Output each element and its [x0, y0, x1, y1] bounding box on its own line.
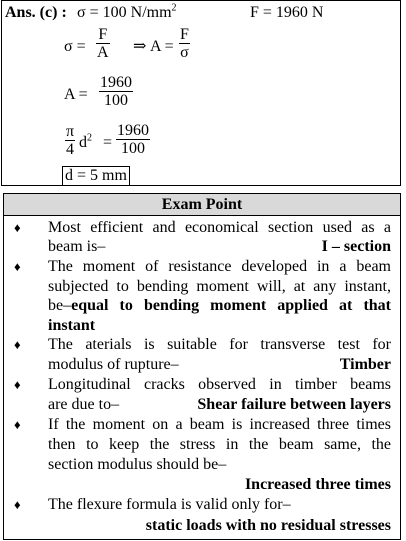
eq3-pi-over-4: π 4	[66, 123, 75, 158]
eq2-fraction: 1960 100	[100, 74, 132, 109]
eq3-equals: =	[103, 134, 113, 151]
bullet-icon: ♦	[14, 220, 21, 235]
item-5-line-3: section modulus should be–	[48, 456, 227, 473]
bullet-icon: ♦	[14, 497, 21, 512]
bullet-icon: ♦	[14, 417, 21, 432]
given-force: F = 1960 N	[250, 4, 324, 21]
item-6-line-1: The flexure formula is valid only for–	[48, 496, 291, 513]
eq3-d-squared: $d^2$	[79, 132, 92, 151]
item-4-line-2: are due to– Shear failure between layers	[48, 396, 391, 413]
item-2-line-1: The moment of resistance developed in a beam	[48, 258, 391, 275]
eq1b-fraction: F σ	[180, 26, 189, 61]
given-stress: σ = 100 $N/mm^2$	[77, 2, 177, 21]
item-5-answer: Increased three times	[244, 476, 391, 493]
eq1-fraction: F A	[97, 26, 109, 61]
item-1-answer: I – section	[321, 238, 391, 255]
item-2-line-4: instant	[48, 317, 96, 334]
bullet-icon: ♦	[14, 259, 21, 274]
bullet-icon: ♦	[14, 337, 21, 352]
item-3-answer: Timber	[339, 356, 391, 373]
item-3-line-1: The aterials is suitable for transverse test for	[48, 336, 391, 353]
item-2-line-2: subjected to bending moment will, at any instant,	[48, 278, 391, 295]
item-4-answer: Shear failure between layers	[197, 396, 391, 413]
item-2-answer: equal to bending moment applied at that	[71, 297, 391, 314]
bullet-icon: ♦	[14, 377, 21, 392]
eq3-fraction: 1960 100	[117, 122, 149, 157]
exam-point-box	[3, 193, 401, 540]
implies-symbol: ⇒	[133, 38, 147, 55]
eq2-lhs: A =	[64, 86, 88, 103]
exam-point-title: Exam Point	[4, 194, 400, 216]
answer-label: Ans. (c) :	[5, 4, 67, 21]
item-5-line-1: If the moment on a beam is increased three times	[48, 416, 391, 433]
item-6-answer: static loads with no residual stresses	[145, 517, 391, 534]
item-3-line-2: modulus of rupture– Timber	[48, 356, 391, 373]
answer-box	[1, 0, 401, 186]
eq1b-lhs: A =	[150, 38, 174, 55]
item-2-line-3: be–equal to bending moment applied at that	[48, 297, 391, 314]
result-box: d = 5 mm	[62, 166, 130, 186]
item-1-line-2: beam is– I – section	[48, 238, 391, 255]
item-1-line-1: Most efficient and economical section used as a	[48, 219, 391, 236]
item-4-line-1: Longitudinal cracks observed in timber beams	[48, 376, 391, 393]
item-5-line-2: then to keep the stress in the beam same, the	[48, 436, 391, 453]
eq1-lhs: σ =	[64, 38, 86, 55]
